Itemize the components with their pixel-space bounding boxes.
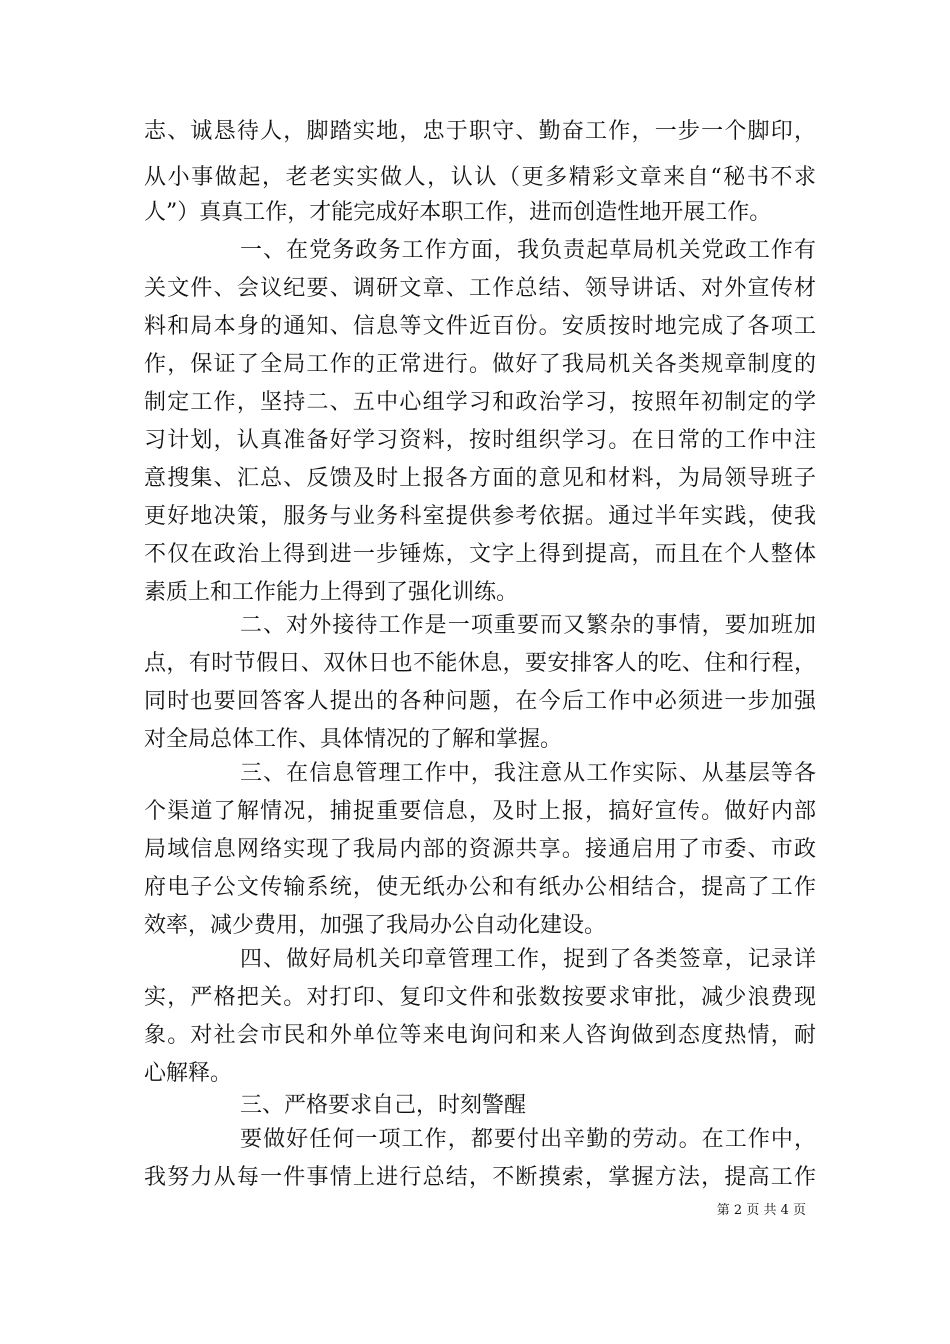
text-line: 更好地决策，服务与业务科室提供参考依据。通过半年实践，使我 (144, 504, 816, 529)
text-line: 点，有时节假日、双休日也不能休息，要安排客人的吃、住和行程， (144, 651, 816, 676)
paragraph-start-line: 二、对外接待工作是一项重要而又繁杂的事情，要加班加 (240, 613, 816, 638)
text-line: 意搜集、汇总、反馈及时上报各方面的意见和材料，为局领导班子 (144, 466, 816, 491)
section-heading: 三、严格要求自己，时刻警醒 (240, 1093, 527, 1118)
text-line: 局域信息网络实现了我局内部的资源共享。接通启用了市委、市政 (144, 837, 816, 862)
text-line: 人”）真真工作，才能完成好本职工作，进而创造性地开展工作。 (144, 200, 772, 225)
paragraph-start-line: 要做好任何一项工作，都要付出辛勤的劳动。在工作中， (240, 1127, 816, 1152)
text-line: 心解释。 (144, 1061, 233, 1086)
text-line: 府电子公文传输系统，使无纸办公和有纸办公相结合，提高了工作 (144, 875, 816, 900)
text-line: 作，保证了全局工作的正常进行。做好了我局机关各类规章制度的 (144, 352, 816, 377)
text-line: 个渠道了解情况，捕捉重要信息，及时上报，搞好宣传。做好内部 (144, 799, 816, 824)
text-line: 同时也要回答客人提出的各种问题，在今后工作中必须进一步加强 (144, 689, 816, 714)
text-line: 习计划，认真准备好学习资料，按时组织学习。在日常的工作中注 (144, 428, 816, 453)
text-line: 志、诚恳待人，脚踏实地，忠于职守、勤奋工作，一步一个脚印， (144, 119, 816, 144)
text-line: 效率，减少费用，加强了我局办公自动化建设。 (144, 913, 607, 938)
page-number: 第 2 页 共 4 页 (716, 1203, 806, 1218)
paragraph-start-line: 三、在信息管理工作中，我注意从工作实际、从基层等各 (240, 761, 816, 786)
paragraph-start-line: 一、在党务政务工作方面，我负责起草局机关党政工作有 (240, 238, 816, 263)
text-line: 素质上和工作能力上得到了强化训练。 (144, 580, 519, 605)
text-line: 我努力从每一件事情上进行总结，不断摸索，掌握方法，提高工作 (144, 1165, 816, 1190)
text-line: 不仅在政治上得到进一步锤炼，文字上得到提高，而且在个人整体 (144, 542, 816, 567)
text-line: 象。对社会市民和外单位等来电询问和来人咨询做到态度热情，耐 (144, 1023, 816, 1048)
text-line: 实，严格把关。对打印、复印文件和张数按要求审批，减少浪费现 (144, 985, 816, 1010)
text-line: 从小事做起，老老实实做人，认认（更多精彩文章来自“秘书不求 (144, 165, 816, 190)
paragraph-start-line: 四、做好局机关印章管理工作，捉到了各类签章，记录详 (240, 947, 816, 972)
text-line: 制定工作，坚持二、五中心组学习和政治学习，按照年初制定的学 (144, 390, 816, 415)
text-line: 关文件、会议纪要、调研文章、工作总结、领导讲话、对外宣传材 (144, 276, 816, 301)
text-line: 对全局总体工作、具体情况的了解和掌握。 (144, 727, 563, 752)
text-line: 料和局本身的通知、信息等文件近百份。安质按时地完成了各项工 (144, 314, 816, 339)
